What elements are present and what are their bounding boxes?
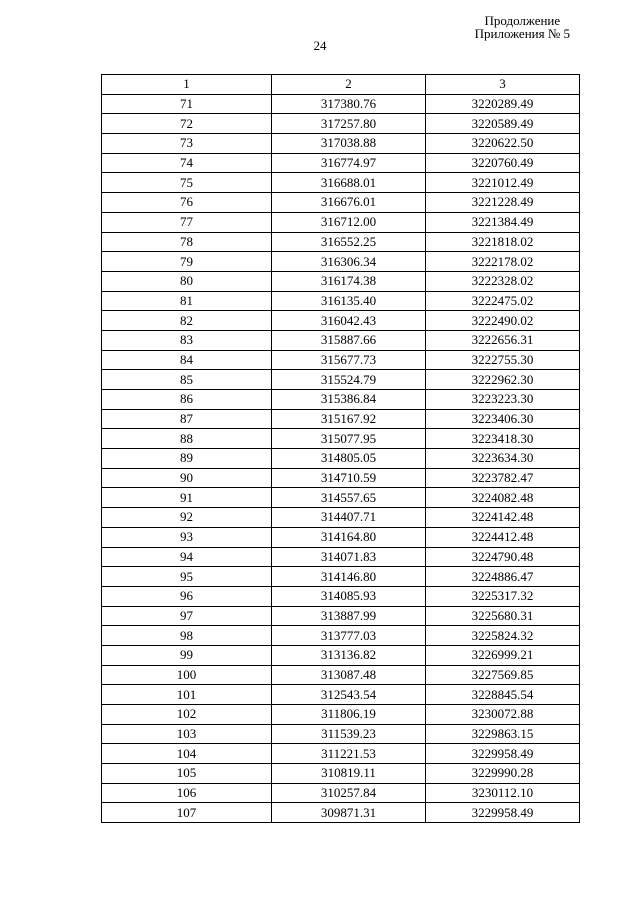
point-number-cell: 96 xyxy=(102,586,272,606)
coordinates-table xyxy=(101,74,580,823)
y-coordinate-cell: 3221012.49 xyxy=(426,173,580,193)
x-coordinate-cell: 315677.73 xyxy=(272,350,426,370)
table-row xyxy=(102,330,580,350)
y-coordinate-cell: 3222656.31 xyxy=(426,330,580,350)
point-number-cell: 88 xyxy=(102,429,272,449)
x-coordinate-cell: 309871.31 xyxy=(272,803,426,823)
table-row xyxy=(102,193,580,213)
table-row xyxy=(102,114,580,134)
y-coordinate-cell: 3223782.47 xyxy=(426,468,580,488)
point-number-cell: 90 xyxy=(102,468,272,488)
table-header-row xyxy=(102,75,580,95)
table-row xyxy=(102,803,580,823)
x-coordinate-cell: 311539.23 xyxy=(272,724,426,744)
table-body xyxy=(102,94,580,822)
table-row xyxy=(102,606,580,626)
x-coordinate-cell: 315386.84 xyxy=(272,390,426,410)
table-row xyxy=(102,783,580,803)
table-row xyxy=(102,232,580,252)
x-coordinate-cell: 310257.84 xyxy=(272,783,426,803)
x-coordinate-cell: 316774.97 xyxy=(272,153,426,173)
point-number-cell: 74 xyxy=(102,153,272,173)
y-coordinate-cell: 3222178.02 xyxy=(426,252,580,272)
x-coordinate-cell: 316174.38 xyxy=(272,271,426,291)
x-coordinate-cell: 316042.43 xyxy=(272,311,426,331)
point-number-cell: 87 xyxy=(102,409,272,429)
y-coordinate-cell: 3229990.28 xyxy=(426,764,580,784)
table-row xyxy=(102,645,580,665)
y-coordinate-cell: 3223418.30 xyxy=(426,429,580,449)
point-number-cell: 80 xyxy=(102,271,272,291)
point-number-cell: 73 xyxy=(102,134,272,154)
point-number-cell: 83 xyxy=(102,330,272,350)
point-number-cell: 71 xyxy=(102,94,272,114)
table-row xyxy=(102,665,580,685)
table-row xyxy=(102,547,580,567)
x-coordinate-cell: 311806.19 xyxy=(272,705,426,725)
y-coordinate-cell: 3224886.47 xyxy=(426,567,580,587)
appendix-continuation-note xyxy=(475,14,570,40)
point-number-cell: 100 xyxy=(102,665,272,685)
table-row xyxy=(102,429,580,449)
y-coordinate-cell: 3221228.49 xyxy=(426,193,580,213)
x-coordinate-cell: 314146.80 xyxy=(272,567,426,587)
point-number-cell: 94 xyxy=(102,547,272,567)
table-row xyxy=(102,311,580,331)
y-coordinate-cell: 3222328.02 xyxy=(426,271,580,291)
y-coordinate-cell: 3223634.30 xyxy=(426,449,580,469)
table-row xyxy=(102,252,580,272)
y-coordinate-cell: 3224082.48 xyxy=(426,488,580,508)
continuation-line-1: Продолжение xyxy=(484,13,561,28)
point-number-cell: 99 xyxy=(102,645,272,665)
y-coordinate-cell: 3224142.48 xyxy=(426,508,580,528)
table-row xyxy=(102,508,580,528)
x-coordinate-cell: 315167.92 xyxy=(272,409,426,429)
y-coordinate-cell: 3225680.31 xyxy=(426,606,580,626)
x-coordinate-cell: 314710.59 xyxy=(272,468,426,488)
point-number-cell: 95 xyxy=(102,567,272,587)
x-coordinate-cell: 313777.03 xyxy=(272,626,426,646)
x-coordinate-cell: 310819.11 xyxy=(272,764,426,784)
x-coordinate-cell: 316712.00 xyxy=(272,212,426,232)
x-coordinate-cell: 314557.65 xyxy=(272,488,426,508)
point-number-cell: 78 xyxy=(102,232,272,252)
y-coordinate-cell: 3221818.02 xyxy=(426,232,580,252)
table-row xyxy=(102,409,580,429)
x-coordinate-cell: 313136.82 xyxy=(272,645,426,665)
point-number-cell: 97 xyxy=(102,606,272,626)
x-coordinate-cell: 311221.53 xyxy=(272,744,426,764)
y-coordinate-cell: 3224412.48 xyxy=(426,527,580,547)
table-row xyxy=(102,724,580,744)
table-row xyxy=(102,390,580,410)
continuation-line-2: Приложения № 5 xyxy=(474,26,570,41)
x-coordinate-cell: 314164.80 xyxy=(272,527,426,547)
x-coordinate-cell: 316552.25 xyxy=(272,232,426,252)
y-coordinate-cell: 3223406.30 xyxy=(426,409,580,429)
point-number-cell: 84 xyxy=(102,350,272,370)
table-row xyxy=(102,567,580,587)
table-row xyxy=(102,291,580,311)
point-number-cell: 82 xyxy=(102,311,272,331)
x-coordinate-cell: 314407.71 xyxy=(272,508,426,528)
y-coordinate-cell: 3220589.49 xyxy=(426,114,580,134)
x-coordinate-cell: 313087.48 xyxy=(272,665,426,685)
table-row xyxy=(102,271,580,291)
column-header-3: 3 xyxy=(426,75,580,95)
table-row xyxy=(102,350,580,370)
table-row xyxy=(102,94,580,114)
y-coordinate-cell: 3222490.02 xyxy=(426,311,580,331)
point-number-cell: 106 xyxy=(102,783,272,803)
table-row xyxy=(102,586,580,606)
x-coordinate-cell: 315887.66 xyxy=(272,330,426,350)
y-coordinate-cell: 3222755.30 xyxy=(426,350,580,370)
y-coordinate-cell: 3221384.49 xyxy=(426,212,580,232)
x-coordinate-cell: 316135.40 xyxy=(272,291,426,311)
table-row xyxy=(102,134,580,154)
point-number-cell: 93 xyxy=(102,527,272,547)
point-number-cell: 75 xyxy=(102,173,272,193)
point-number-cell: 72 xyxy=(102,114,272,134)
table-row xyxy=(102,449,580,469)
table-row xyxy=(102,685,580,705)
x-coordinate-cell: 315524.79 xyxy=(272,370,426,390)
point-number-cell: 91 xyxy=(102,488,272,508)
x-coordinate-cell: 312543.54 xyxy=(272,685,426,705)
point-number-cell: 101 xyxy=(102,685,272,705)
y-coordinate-cell: 3225824.32 xyxy=(426,626,580,646)
y-coordinate-cell: 3230072.88 xyxy=(426,705,580,725)
y-coordinate-cell: 3230112.10 xyxy=(426,783,580,803)
y-coordinate-cell: 3224790.48 xyxy=(426,547,580,567)
point-number-cell: 79 xyxy=(102,252,272,272)
point-number-cell: 76 xyxy=(102,193,272,213)
y-coordinate-cell: 3229958.49 xyxy=(426,803,580,823)
x-coordinate-cell: 316306.34 xyxy=(272,252,426,272)
x-coordinate-cell: 316688.01 xyxy=(272,173,426,193)
x-coordinate-cell: 316676.01 xyxy=(272,193,426,213)
y-coordinate-cell: 3223223.30 xyxy=(426,390,580,410)
point-number-cell: 89 xyxy=(102,449,272,469)
page-number: 24 xyxy=(313,38,327,53)
y-coordinate-cell: 3222475.02 xyxy=(426,291,580,311)
table-row xyxy=(102,527,580,547)
column-header-1: 1 xyxy=(102,75,272,95)
x-coordinate-cell: 317038.88 xyxy=(272,134,426,154)
point-number-cell: 103 xyxy=(102,724,272,744)
point-number-cell: 77 xyxy=(102,212,272,232)
y-coordinate-cell: 3228845.54 xyxy=(426,685,580,705)
x-coordinate-cell: 317257.80 xyxy=(272,114,426,134)
y-coordinate-cell: 3226999.21 xyxy=(426,645,580,665)
point-number-cell: 104 xyxy=(102,744,272,764)
table-row xyxy=(102,744,580,764)
table-row xyxy=(102,764,580,784)
table-row xyxy=(102,468,580,488)
y-coordinate-cell: 3229863.15 xyxy=(426,724,580,744)
y-coordinate-cell: 3225317.32 xyxy=(426,586,580,606)
table-row xyxy=(102,705,580,725)
y-coordinate-cell: 3220289.49 xyxy=(426,94,580,114)
y-coordinate-cell: 3220622.50 xyxy=(426,134,580,154)
y-coordinate-cell: 3222962.30 xyxy=(426,370,580,390)
table-row xyxy=(102,153,580,173)
point-number-cell: 85 xyxy=(102,370,272,390)
x-coordinate-cell: 314071.83 xyxy=(272,547,426,567)
column-header-2: 2 xyxy=(272,75,426,95)
point-number-cell: 102 xyxy=(102,705,272,725)
table-row xyxy=(102,626,580,646)
y-coordinate-cell: 3227569.85 xyxy=(426,665,580,685)
x-coordinate-cell: 314805.05 xyxy=(272,449,426,469)
table-row xyxy=(102,173,580,193)
point-number-cell: 81 xyxy=(102,291,272,311)
y-coordinate-cell: 3229958.49 xyxy=(426,744,580,764)
point-number-cell: 105 xyxy=(102,764,272,784)
x-coordinate-cell: 317380.76 xyxy=(272,94,426,114)
x-coordinate-cell: 314085.93 xyxy=(272,586,426,606)
table-row xyxy=(102,488,580,508)
point-number-cell: 98 xyxy=(102,626,272,646)
x-coordinate-cell: 313887.99 xyxy=(272,606,426,626)
x-coordinate-cell: 315077.95 xyxy=(272,429,426,449)
point-number-cell: 107 xyxy=(102,803,272,823)
table-row xyxy=(102,212,580,232)
point-number-cell: 86 xyxy=(102,390,272,410)
point-number-cell: 92 xyxy=(102,508,272,528)
y-coordinate-cell: 3220760.49 xyxy=(426,153,580,173)
table-row xyxy=(102,370,580,390)
